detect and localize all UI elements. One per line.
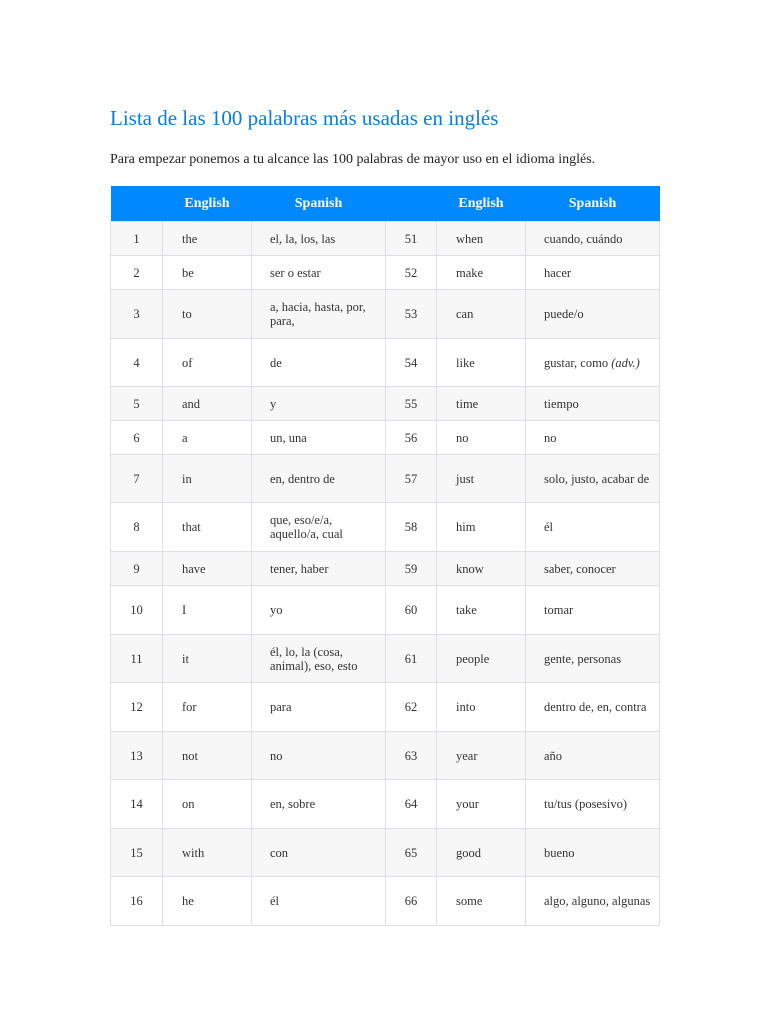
row-number-left (111, 829, 163, 877)
english-word-right (437, 455, 526, 503)
spanish-translation-right-text: bueno (544, 845, 575, 860)
row-number-right (386, 635, 437, 683)
spanish-translation-left-text: en, sobre (270, 797, 316, 811)
table-row (111, 421, 660, 455)
table-body (111, 222, 660, 926)
header-number-1 (111, 186, 163, 222)
row-number-right (386, 552, 437, 586)
spanish-translation-left-text: en, dentro de (270, 471, 335, 486)
word-table (110, 186, 660, 926)
spanish-translation-right-text: año (544, 748, 563, 763)
spanish-translation-right-text: puede/o (544, 307, 584, 321)
row-number-right (386, 877, 437, 926)
spanish-translation-left (252, 222, 386, 256)
english-word-left-text: and (182, 396, 201, 411)
spanish-translation-left (252, 455, 386, 503)
english-word-right (437, 256, 526, 290)
row-number-right-text: 62 (404, 700, 418, 714)
spanish-translation-right (526, 732, 660, 780)
spanish-translation-right (526, 503, 660, 552)
spanish-translation-right-text: cuando, cuándo (544, 231, 623, 246)
spanish-translation-left (252, 552, 386, 586)
spanish-translation-left (252, 780, 386, 829)
spanish-translation-left-text: ser o estar (270, 265, 321, 280)
spanish-translation-left-text: que, eso/e/a, aquello/a, cual (270, 513, 343, 541)
english-word-right (437, 586, 526, 635)
row-number-right (386, 732, 437, 780)
row-number-right-text: 51 (404, 231, 418, 246)
english-word-right (437, 829, 526, 877)
spanish-translation-right (526, 877, 660, 926)
english-word-left-text: for (182, 700, 197, 714)
table-row (111, 732, 660, 780)
english-word-right-text: some (456, 894, 483, 908)
row-number-right-text: 61 (404, 651, 418, 666)
spanish-translation-left (252, 829, 386, 877)
row-number-right-text: 58 (404, 520, 418, 534)
spanish-translation-right (526, 222, 660, 256)
table-row (111, 222, 660, 256)
row-number-left-text: 7 (133, 471, 140, 486)
row-number-right (386, 503, 437, 552)
english-word-left (163, 290, 252, 339)
spanish-translation-right-text: dentro de, en, contra (544, 700, 647, 714)
spanish-translation-right-text: tomar (544, 603, 574, 617)
english-word-left (163, 635, 252, 683)
spanish-translation-right (526, 290, 660, 339)
row-number-right (386, 290, 437, 339)
english-word-right-text: know (456, 561, 484, 576)
row-number-right-text: 57 (404, 471, 418, 486)
header-spanish-1: Spanish (252, 186, 386, 222)
english-word-left (163, 503, 252, 552)
row-number-left (111, 877, 163, 926)
english-word-left-text: it (182, 651, 189, 666)
spanish-translation-right (526, 586, 660, 635)
row-number-left-text: 1 (133, 231, 140, 246)
english-word-right (437, 290, 526, 339)
english-word-right-text: time (456, 396, 479, 411)
english-word-left-text: of (182, 355, 193, 370)
english-word-right (437, 387, 526, 421)
table-row (111, 780, 660, 829)
row-number-right-text: 63 (404, 748, 418, 763)
row-number-left-text: 13 (130, 748, 143, 763)
row-number-right (386, 339, 437, 387)
spanish-translation-right-text: no (544, 430, 557, 445)
spanish-translation-left-text: un, una (270, 430, 307, 445)
header-english-1: English (163, 186, 252, 222)
table-row (111, 635, 660, 683)
table-row (111, 503, 660, 552)
english-word-right (437, 635, 526, 683)
spanish-translation-left-text: para (270, 700, 292, 714)
spanish-translation-left-text: y (270, 396, 277, 411)
row-number-left (111, 586, 163, 635)
spanish-translation-left-text: a, hacia, hasta, por, para, (270, 300, 366, 328)
english-word-left-text: with (182, 845, 205, 860)
row-number-right (386, 829, 437, 877)
row-number-left (111, 421, 163, 455)
row-number-right-text: 52 (404, 265, 418, 280)
spanish-translation-right-text: gustar, como (544, 355, 609, 370)
english-word-left (163, 552, 252, 586)
spanish-translation-right (526, 635, 660, 683)
english-word-right-text: can (456, 307, 474, 321)
row-number-right-text: 59 (404, 561, 418, 576)
spanish-translation-left-text: él, lo, la (cosa, animal), eso, esto (270, 644, 358, 673)
spanish-translation-right (526, 256, 660, 290)
spanish-translation-left-text: tener, haber (270, 561, 329, 576)
english-word-left-text: the (182, 231, 198, 246)
row-number-left-text: 11 (130, 651, 143, 666)
english-word-right (437, 421, 526, 455)
english-word-left-text: I (182, 603, 187, 617)
spanish-translation-left (252, 732, 386, 780)
row-number-left-text: 8 (133, 520, 140, 534)
row-number-right-text: 60 (404, 603, 418, 617)
row-number-right-text: 54 (404, 355, 418, 370)
spanish-translation-left (252, 877, 386, 926)
english-word-right-text: when (456, 231, 484, 246)
spanish-translation-left (252, 635, 386, 683)
row-number-right-text: 66 (404, 894, 418, 908)
english-word-left (163, 829, 252, 877)
english-word-left (163, 877, 252, 926)
table-row (111, 586, 660, 635)
row-number-left-text: 3 (133, 307, 140, 321)
english-word-left-text: be (182, 265, 194, 280)
spanish-translation-right-text: solo, justo, acabar de (544, 471, 650, 486)
row-number-left (111, 387, 163, 421)
row-number-right-text: 65 (404, 845, 418, 860)
header-number-2 (386, 186, 437, 222)
table-row (111, 387, 660, 421)
row-number-right (386, 421, 437, 455)
grammar-note: (adv.) (611, 355, 640, 370)
spanish-translation-right-text: él (544, 520, 554, 534)
english-word-left-text: that (182, 520, 201, 534)
spanish-translation-left (252, 387, 386, 421)
table-row (111, 455, 660, 503)
row-number-left (111, 256, 163, 290)
english-word-right (437, 503, 526, 552)
table-header-row (111, 186, 660, 222)
row-number-right (386, 780, 437, 829)
table-row (111, 683, 660, 732)
spanish-translation-left-text: con (270, 845, 289, 860)
row-number-left (111, 455, 163, 503)
row-number-right-text: 64 (404, 797, 418, 811)
row-number-left-text: 15 (130, 845, 143, 860)
english-word-left-text: he (182, 894, 194, 908)
spanish-translation-right-text: algo, alguno, algunas (544, 894, 651, 908)
english-word-left (163, 387, 252, 421)
header-spanish-2: Spanish (526, 186, 660, 222)
english-word-right-text: good (456, 845, 481, 860)
row-number-right (386, 256, 437, 290)
english-word-right (437, 780, 526, 829)
page-title: Lista de las 100 palabras más usadas en inglés (110, 106, 499, 130)
spanish-translation-left-text: el, la, los, las (270, 231, 336, 246)
table-row (111, 290, 660, 339)
row-number-left-text: 5 (133, 396, 140, 411)
english-word-right-text: just (456, 471, 475, 486)
spanish-translation-left-text: él (270, 894, 280, 908)
row-number-left-text: 16 (130, 894, 143, 908)
spanish-translation-left (252, 339, 386, 387)
spanish-translation-right-text: hacer (544, 265, 572, 280)
english-word-right (437, 732, 526, 780)
row-number-left (111, 780, 163, 829)
spanish-translation-left-text: de (270, 355, 282, 370)
row-number-left (111, 290, 163, 339)
english-word-right-text: take (456, 603, 477, 617)
row-number-right-text: 56 (404, 430, 418, 445)
english-word-right-text: into (456, 700, 476, 714)
spanish-translation-right (526, 552, 660, 586)
english-word-left (163, 780, 252, 829)
table-row (111, 877, 660, 926)
spanish-translation-right (526, 421, 660, 455)
english-word-left (163, 421, 252, 455)
row-number-left (111, 552, 163, 586)
row-number-left-text: 2 (133, 265, 140, 280)
english-word-right (437, 552, 526, 586)
spanish-translation-right (526, 339, 660, 387)
english-word-right-text: your (456, 797, 479, 811)
row-number-right (386, 455, 437, 503)
row-number-left (111, 732, 163, 780)
spanish-translation-left (252, 683, 386, 732)
spanish-translation-right-text: saber, conocer (544, 561, 616, 576)
row-number-left (111, 339, 163, 387)
spanish-translation-left (252, 290, 386, 339)
spanish-translation-right (526, 455, 660, 503)
english-word-right (437, 339, 526, 387)
spanish-translation-left (252, 256, 386, 290)
spanish-translation-right-text: gente, personas (544, 651, 622, 666)
spanish-translation-left (252, 503, 386, 552)
spanish-translation-left (252, 586, 386, 635)
spanish-translation-right (526, 387, 660, 421)
spanish-translation-left-text: yo (270, 603, 283, 617)
table-row (111, 829, 660, 877)
english-word-right-text: him (456, 520, 476, 534)
english-word-left (163, 586, 252, 635)
spanish-translation-right (526, 780, 660, 829)
english-word-left-text: on (182, 797, 195, 811)
spanish-translation-right (526, 683, 660, 732)
english-word-right-text: make (456, 265, 484, 280)
spanish-translation-left (252, 421, 386, 455)
row-number-left (111, 222, 163, 256)
english-word-right (437, 683, 526, 732)
row-number-right (386, 586, 437, 635)
english-word-left-text: in (182, 471, 192, 486)
row-number-right (386, 683, 437, 732)
row-number-left (111, 683, 163, 732)
english-word-left-text: to (182, 307, 192, 321)
row-number-right (386, 222, 437, 256)
english-word-left (163, 339, 252, 387)
row-number-left-text: 14 (130, 797, 143, 811)
table-row (111, 339, 660, 387)
intro-paragraph: Para empezar ponemos a tu alcance las 100 palabras de mayor uso en el idioma inglés. (110, 152, 596, 167)
row-number-left (111, 635, 163, 683)
english-word-left-text: a (182, 430, 188, 445)
row-number-left-text: 12 (130, 700, 143, 714)
row-number-left-text: 4 (133, 355, 140, 370)
spanish-translation-left-text: no (270, 748, 283, 763)
row-number-left-text: 6 (133, 430, 140, 445)
english-word-left (163, 732, 252, 780)
table-row (111, 552, 660, 586)
english-word-right (437, 222, 526, 256)
spanish-translation-right-text: tu/tus (posesivo) (544, 797, 627, 811)
row-number-left-text: 10 (130, 603, 143, 617)
english-word-right-text: like (456, 355, 475, 370)
english-word-left (163, 256, 252, 290)
row-number-left-text: 9 (133, 561, 140, 576)
row-number-left (111, 503, 163, 552)
english-word-right (437, 877, 526, 926)
english-word-left (163, 222, 252, 256)
english-word-right-text: people (456, 651, 490, 666)
row-number-right-text: 53 (404, 307, 418, 321)
row-number-right-text: 55 (404, 396, 418, 411)
english-word-left (163, 455, 252, 503)
english-word-left-text: have (182, 561, 206, 576)
row-number-right (386, 387, 437, 421)
english-word-left (163, 683, 252, 732)
table-row (111, 256, 660, 290)
spanish-translation-right (526, 829, 660, 877)
english-word-left-text: not (182, 748, 198, 763)
english-word-right-text: no (456, 430, 469, 445)
spanish-translation-right-text: tiempo (544, 396, 579, 411)
english-word-right-text: year (456, 748, 478, 763)
header-english-2: English (437, 186, 526, 222)
